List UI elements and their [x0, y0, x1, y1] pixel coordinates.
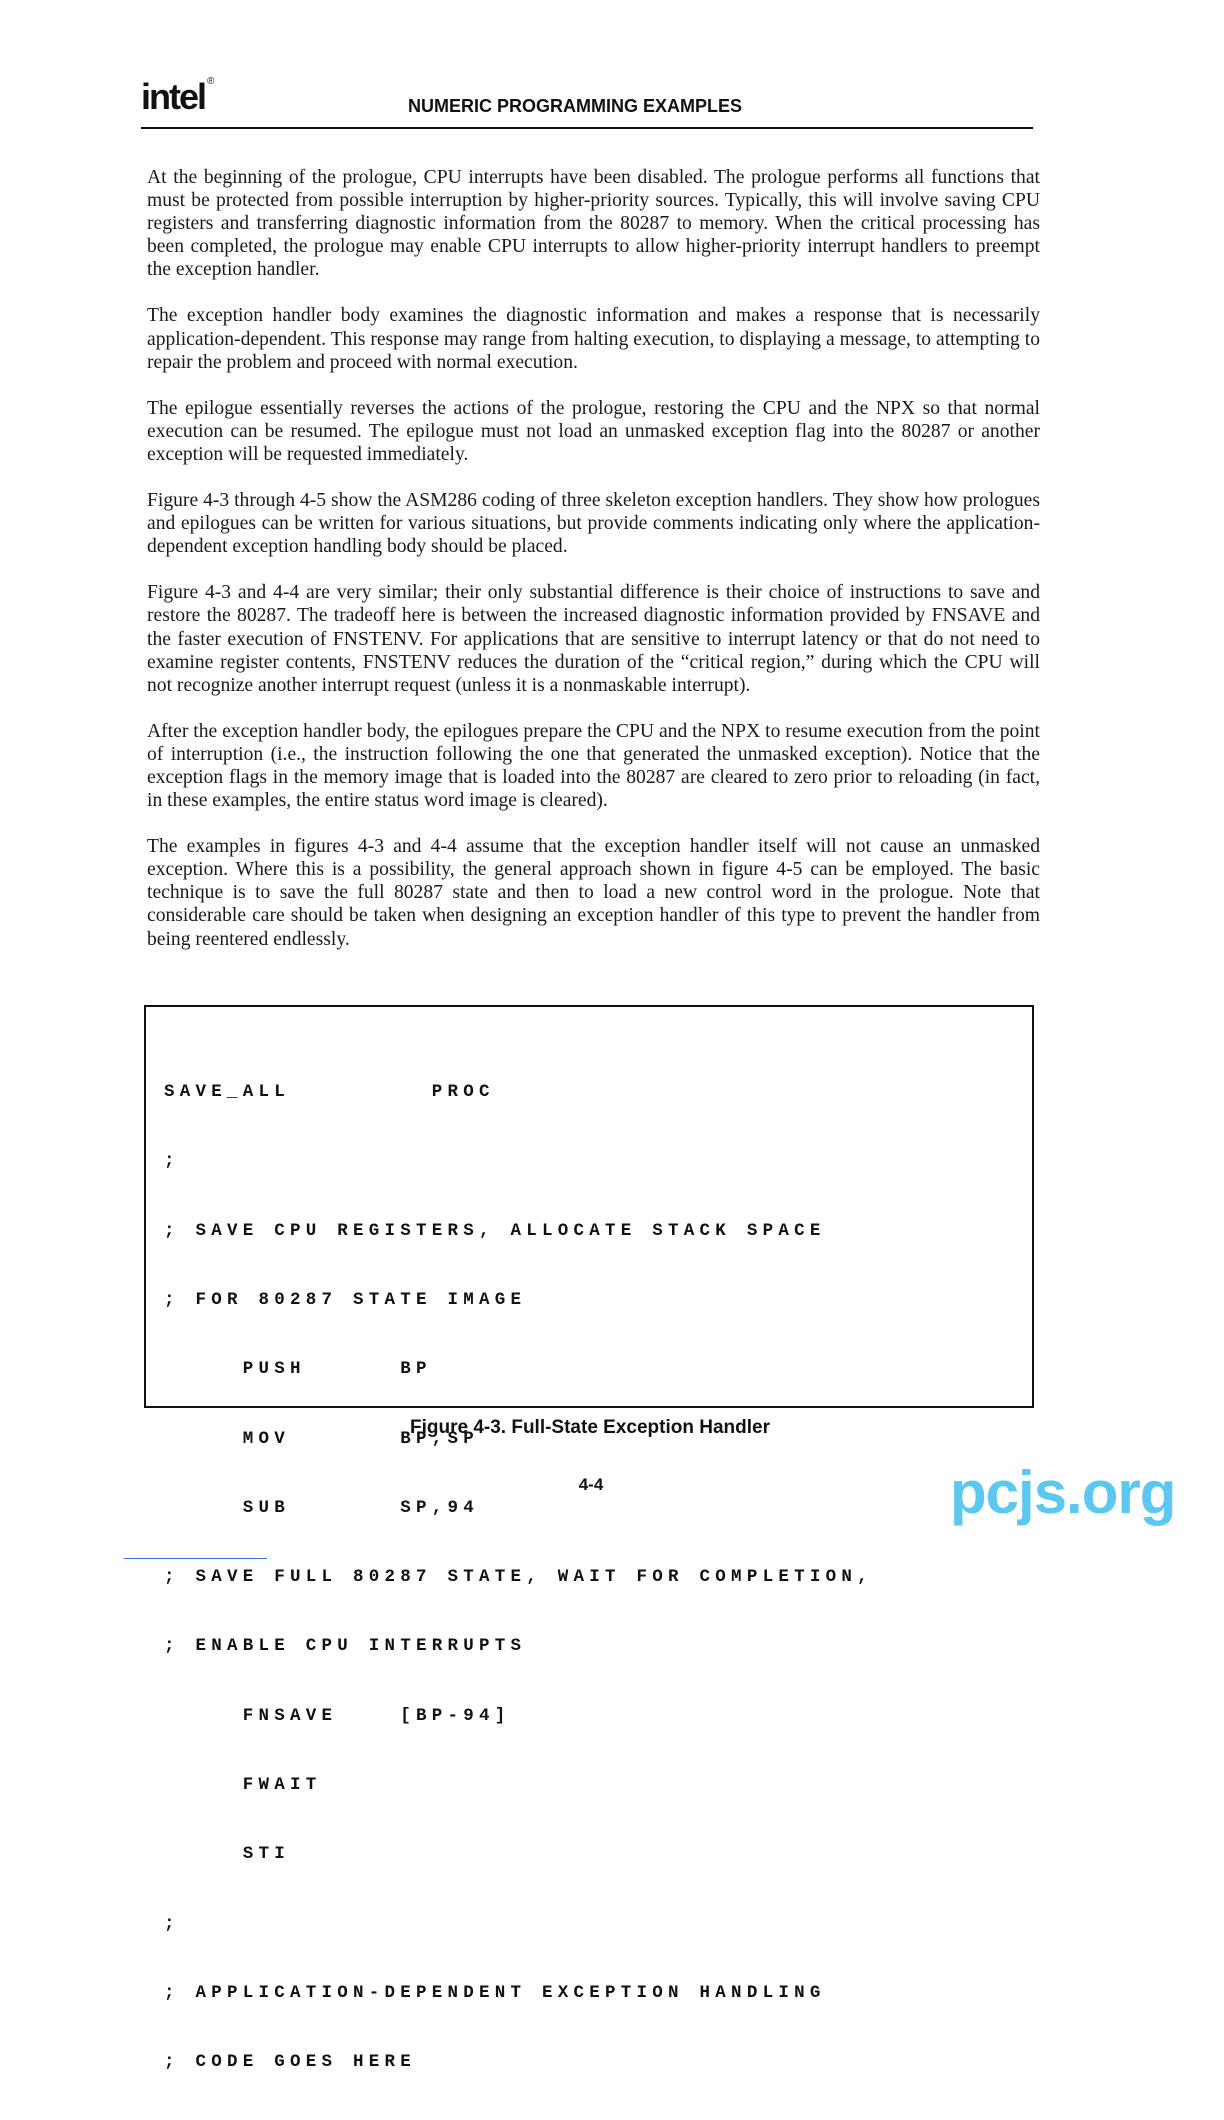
paragraph: The epilogue essentially reverses the actions of the prologue, restoring the CPU and the NPX so that normal execution can be resumed. The epilogue must not load an unmasked exception flag into the 80287 or another exception will be requested immediately. [147, 397, 1040, 465]
code-line: SUB SP,94 [164, 1497, 480, 1518]
code-line: SAVE_ALL PROC [164, 1082, 495, 1103]
code-line: ; CODE GOES HERE [164, 2052, 417, 2073]
header-divider [141, 127, 1033, 129]
pcjs-watermark: pcjs.org [950, 1459, 1176, 1526]
code-line: ; SAVE FULL 80287 STATE, WAIT FOR COMPLETION, [164, 1567, 873, 1588]
logo-text: intel [141, 76, 206, 117]
paragraph: The examples in figures 4-3 and 4-4 assume that the exception handler itself will not cause an unmasked exception. Where this is a possibility, the general approach shown in figure 4-5 can be employed. The basic technique is to save the full 80287 state and then to load a new control word in the prologue. Note that considerable care should be taken when designing an exception handler of this type to prevent the handler from being reentered endlessly. [147, 836, 1040, 950]
intel-logo [141, 76, 212, 118]
code-line: ; SAVE CPU REGISTERS, ALLOCATE STACK SPACE [164, 1220, 826, 1241]
page-number: 4-4 [578, 1475, 604, 1494]
code-line: ; [164, 1913, 180, 1934]
figure-caption: Figure 4-3. Full-State Exception Handler [409, 1417, 770, 1438]
paragraph: Figure 4-3 through 4-5 show the ASM286 coding of three skeleton exception handlers. They show how prologues and epilogues can be written for various situations, but provide comments indicating only where the application-dependent exception handling body should be placed. [147, 490, 1040, 558]
paragraph: The exception handler body examines the diagnostic information and makes a response that is necessarily application-dependent. This response may range from halting execution, to displaying a message, to attempting to repair the problem and proceed with normal execution. [147, 305, 1040, 373]
paragraph: Figure 4-3 and 4-4 are very similar; their only substantial difference is their choice of instructions to save and restore the 80287. The tradeoff here is between the increased diagnostic information provided by FNSAVE and the faster execution of FNSTENV. For applications that are sensitive to interrupt latency or that do not need to examine register contents, FNSTENV reduces the duration of the “critical region,” during which the CPU will not recognize another interrupt request (unless it is a nonmaskable interrupt). [147, 582, 1040, 696]
code-line: MOV BP,SP [164, 1428, 480, 1449]
body-text [147, 166, 1040, 974]
footer-blue-line [124, 1558, 267, 1559]
page-header-title: NUMERIC PROGRAMMING EXAMPLES [408, 96, 743, 116]
paragraph: After the exception handler body, the epilogues prepare the CPU and the NPX to resume execution from the point of interruption (i.e., the instruction following the one that generated the unmasked exception). Notice that the exception flags in the memory image that is loaded into the 80287 are cleared to zero prior to reloading (in fact, in these examples, the entire status word image is cleared). [147, 720, 1040, 812]
code-line: ; ENABLE CPU INTERRUPTS [164, 1636, 527, 1657]
code-line: ; FOR 80287 STATE IMAGE [164, 1290, 527, 1311]
code-line: FWAIT [164, 1775, 322, 1795]
code-line: ; [164, 1151, 180, 1172]
code-line: STI [164, 1844, 291, 1865]
code-line: ; APPLICATION-DEPENDENT EXCEPTION HANDLING [164, 1982, 826, 2003]
registered-mark: ® [207, 76, 213, 87]
code-listing [164, 1035, 873, 2120]
paragraph: At the beginning of the prologue, CPU interrupts have been disabled. The prologue performs all functions that must be protected from possible interruption by higher-priority sources. Typically, this will involve saving CPU registers and transferring diagnostic information from the 80287 to memory. When the critical processing has been completed, the prologue may enable CPU interrupts to allow higher-priority interrupt handlers to preempt the exception handler. [147, 167, 1040, 281]
code-line: FNSAVE [BP-94] [164, 1705, 511, 1726]
code-line: PUSH BP [164, 1359, 432, 1380]
